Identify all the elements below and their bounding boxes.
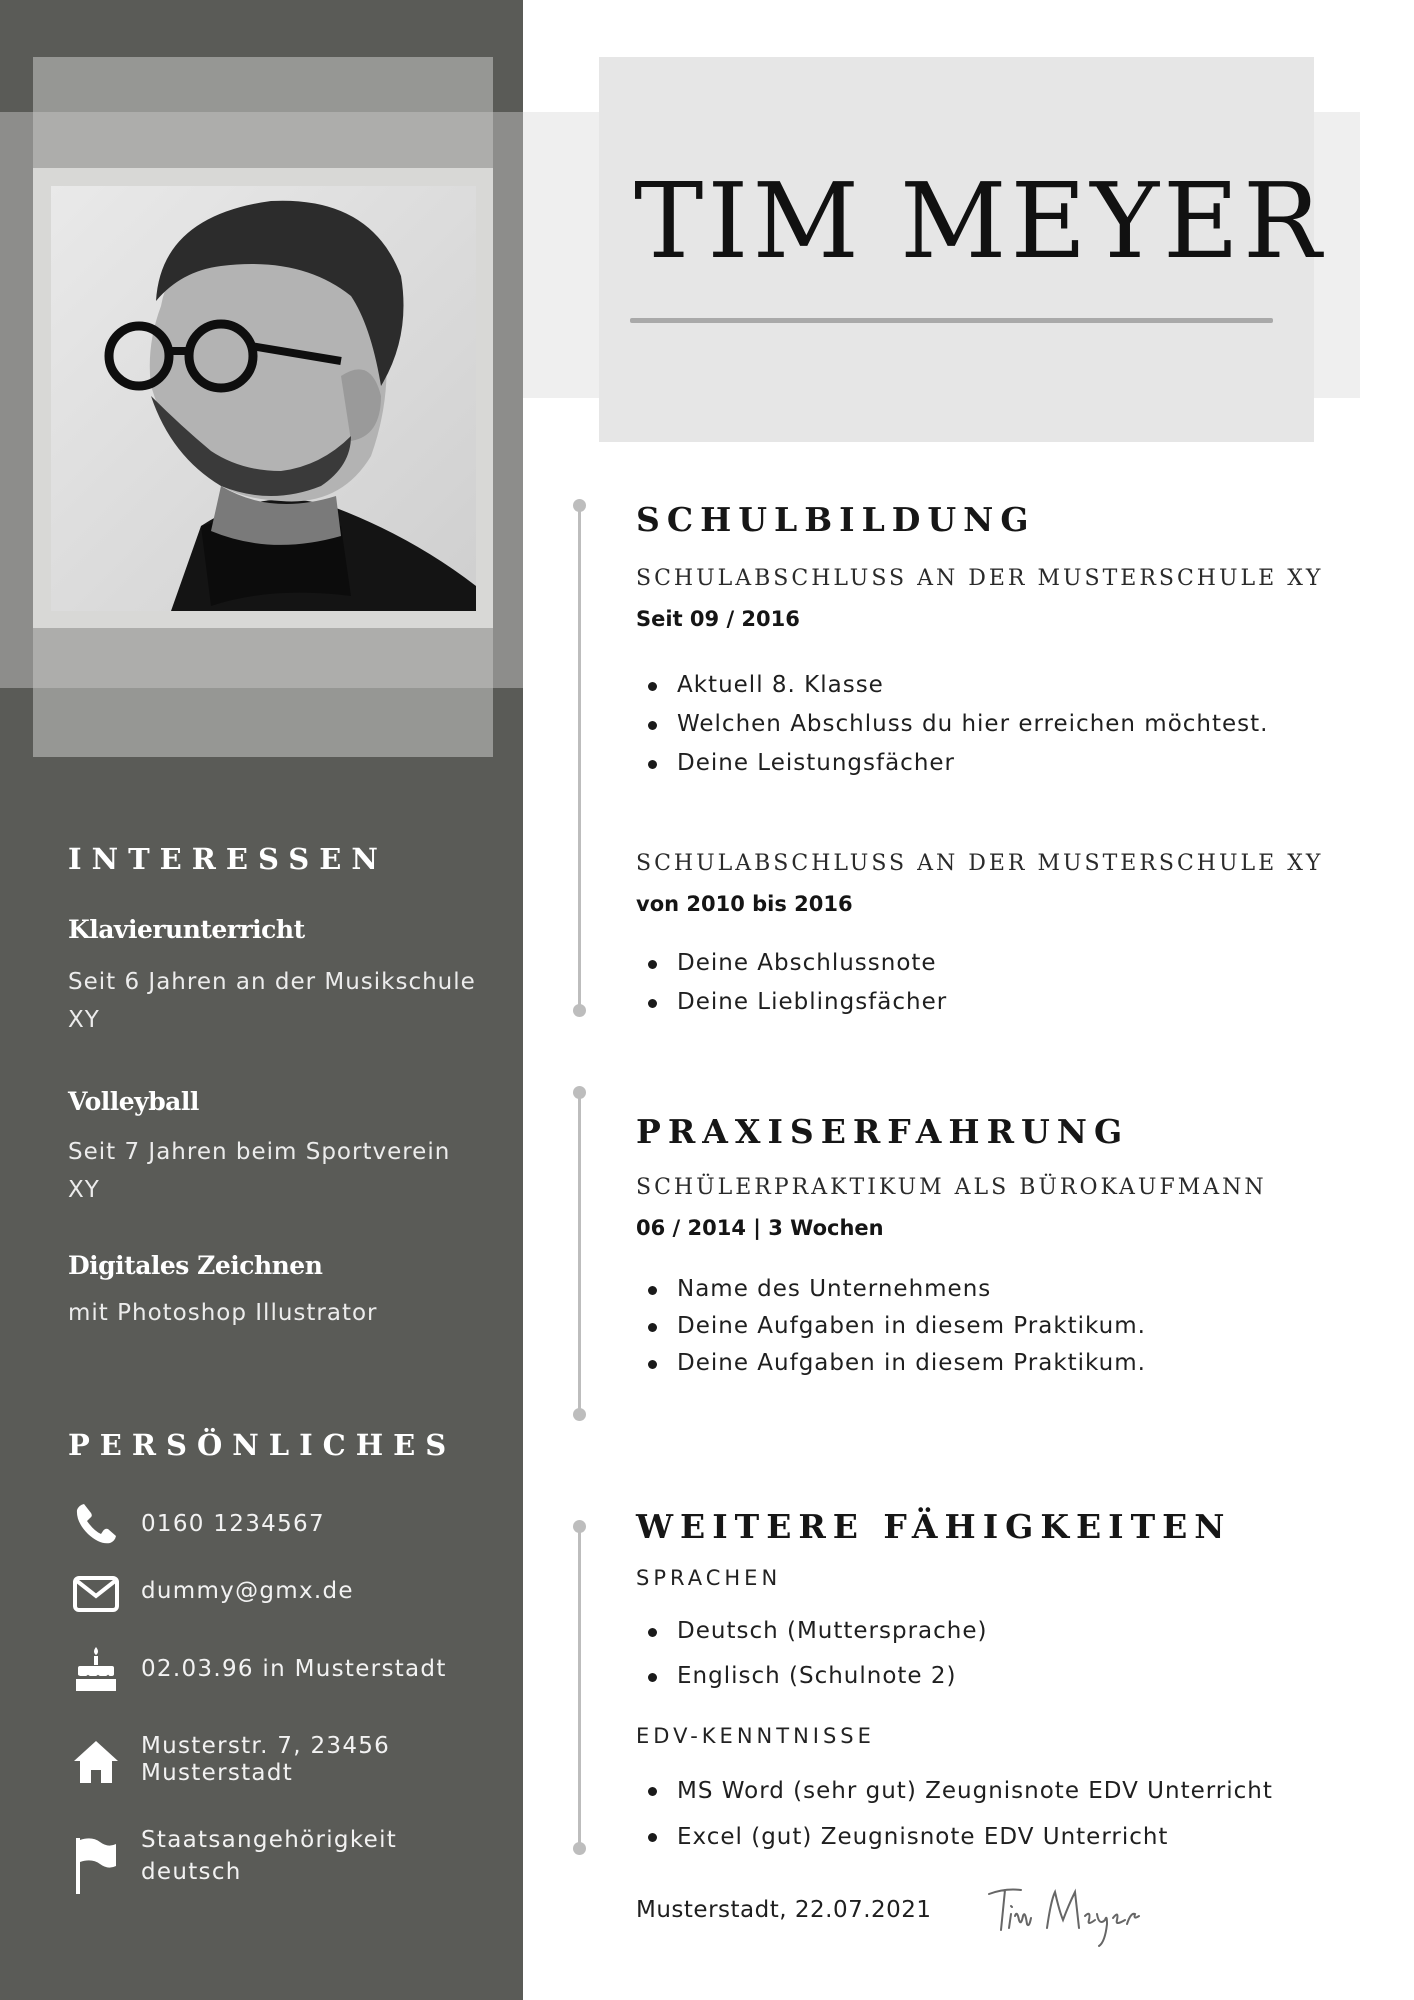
list-item: Aktuell 8. Klasse xyxy=(636,666,1336,705)
list-item: Welchen Abschluss du hier erreichen möchtest. xyxy=(636,705,1336,744)
education-entry-bullets xyxy=(636,666,1336,783)
nationality-label: Staatsangehörigkeit xyxy=(141,1827,398,1853)
timeline-line xyxy=(578,1092,581,1414)
interest-title: Volleyball xyxy=(68,1087,199,1116)
interest-description: mit Photoshop Illustrator xyxy=(68,1300,378,1326)
education-entry-title: SCHULABSCHLUSS AN DER MUSTERSCHULE XY xyxy=(636,566,1324,591)
list-item: Englisch (Schulnote 2) xyxy=(636,1654,1336,1699)
address-line: Musterstadt xyxy=(141,1760,294,1786)
home-icon xyxy=(72,1738,120,1786)
list-item: Deine Leistungsfächer xyxy=(636,744,1336,783)
education-entry-bullets xyxy=(636,944,1336,1022)
profile-photo xyxy=(51,186,476,611)
experience-bullets xyxy=(636,1271,1336,1382)
list-item: MS Word (sehr gut) Zeugnisnote EDV Unterricht xyxy=(636,1768,1336,1814)
timeline-dot xyxy=(573,1842,586,1855)
timeline-line xyxy=(578,1526,581,1848)
interest-description: Seit 6 Jahren an der Musikschule XY xyxy=(68,969,476,1033)
place-and-date: Musterstadt, 22.07.2021 xyxy=(636,1897,932,1923)
list-item: Excel (gut) Zeugnisnote EDV Unterricht xyxy=(636,1814,1336,1860)
list-item: Deine Abschlussnote xyxy=(636,944,1336,983)
list-item: Name des Unternehmens xyxy=(636,1271,1336,1308)
phone-icon xyxy=(72,1500,120,1548)
name-underline xyxy=(630,318,1273,323)
skills-heading: WEITERE FÄHIGKEITEN xyxy=(636,1507,1232,1546)
list-item: Deine Aufgaben in diesem Praktikum. xyxy=(636,1308,1336,1345)
interests-heading: INTERESSEN xyxy=(68,842,388,876)
it-skills-list xyxy=(636,1768,1336,1860)
education-heading: SCHULBILDUNG xyxy=(636,500,1036,539)
languages-list xyxy=(636,1609,1336,1699)
nationality xyxy=(141,1824,511,1888)
education-entry-date: Seit 09 / 2016 xyxy=(636,607,800,631)
education-entry-title: SCHULABSCHLUSS AN DER MUSTERSCHULE XY xyxy=(636,851,1324,876)
timeline-line xyxy=(578,505,581,1010)
interest-title: Digitales Zeichnen xyxy=(68,1251,323,1280)
experience-heading: PRAXISERFAHRUNG xyxy=(636,1112,1130,1151)
address-line: Musterstr. 7, 23456 xyxy=(141,1733,391,1759)
email-address: dummy@gmx.de xyxy=(141,1578,354,1604)
address xyxy=(141,1733,511,1787)
education-entry-date: von 2010 bis 2016 xyxy=(636,892,853,916)
birth-date: 02.03.96 in Musterstadt xyxy=(141,1656,447,1682)
timeline-dot xyxy=(573,1408,586,1421)
phone-number: 0160 1234567 xyxy=(141,1511,325,1537)
flag-icon xyxy=(72,1836,120,1894)
birthday-cake-icon xyxy=(72,1645,120,1693)
interest-title: Klavierunterricht xyxy=(68,915,305,944)
nationality-value: deutsch xyxy=(141,1859,242,1885)
candidate-name: TIM MEYER xyxy=(634,160,1326,282)
interest-description: Seit 7 Jahren beim Sportverein XY xyxy=(68,1139,451,1203)
experience-title: SCHÜLERPRAKTIKUM ALS BÜROKAUFMANN xyxy=(636,1175,1267,1200)
handwritten-signature xyxy=(985,1880,1165,1950)
timeline-dot xyxy=(573,1004,586,1017)
list-item: Deine Lieblingsfächer xyxy=(636,983,1336,1022)
list-item: Deine Aufgaben in diesem Praktikum. xyxy=(636,1345,1336,1382)
languages-label: SPRACHEN xyxy=(636,1566,782,1590)
personal-heading: PERSÖNLICHES xyxy=(68,1428,457,1462)
mail-icon xyxy=(72,1570,120,1618)
list-item: Deutsch (Muttersprache) xyxy=(636,1609,1336,1654)
experience-date: 06 / 2014 | 3 Wochen xyxy=(636,1216,884,1240)
it-skills-label: EDV-KENNTNISSE xyxy=(636,1724,875,1748)
